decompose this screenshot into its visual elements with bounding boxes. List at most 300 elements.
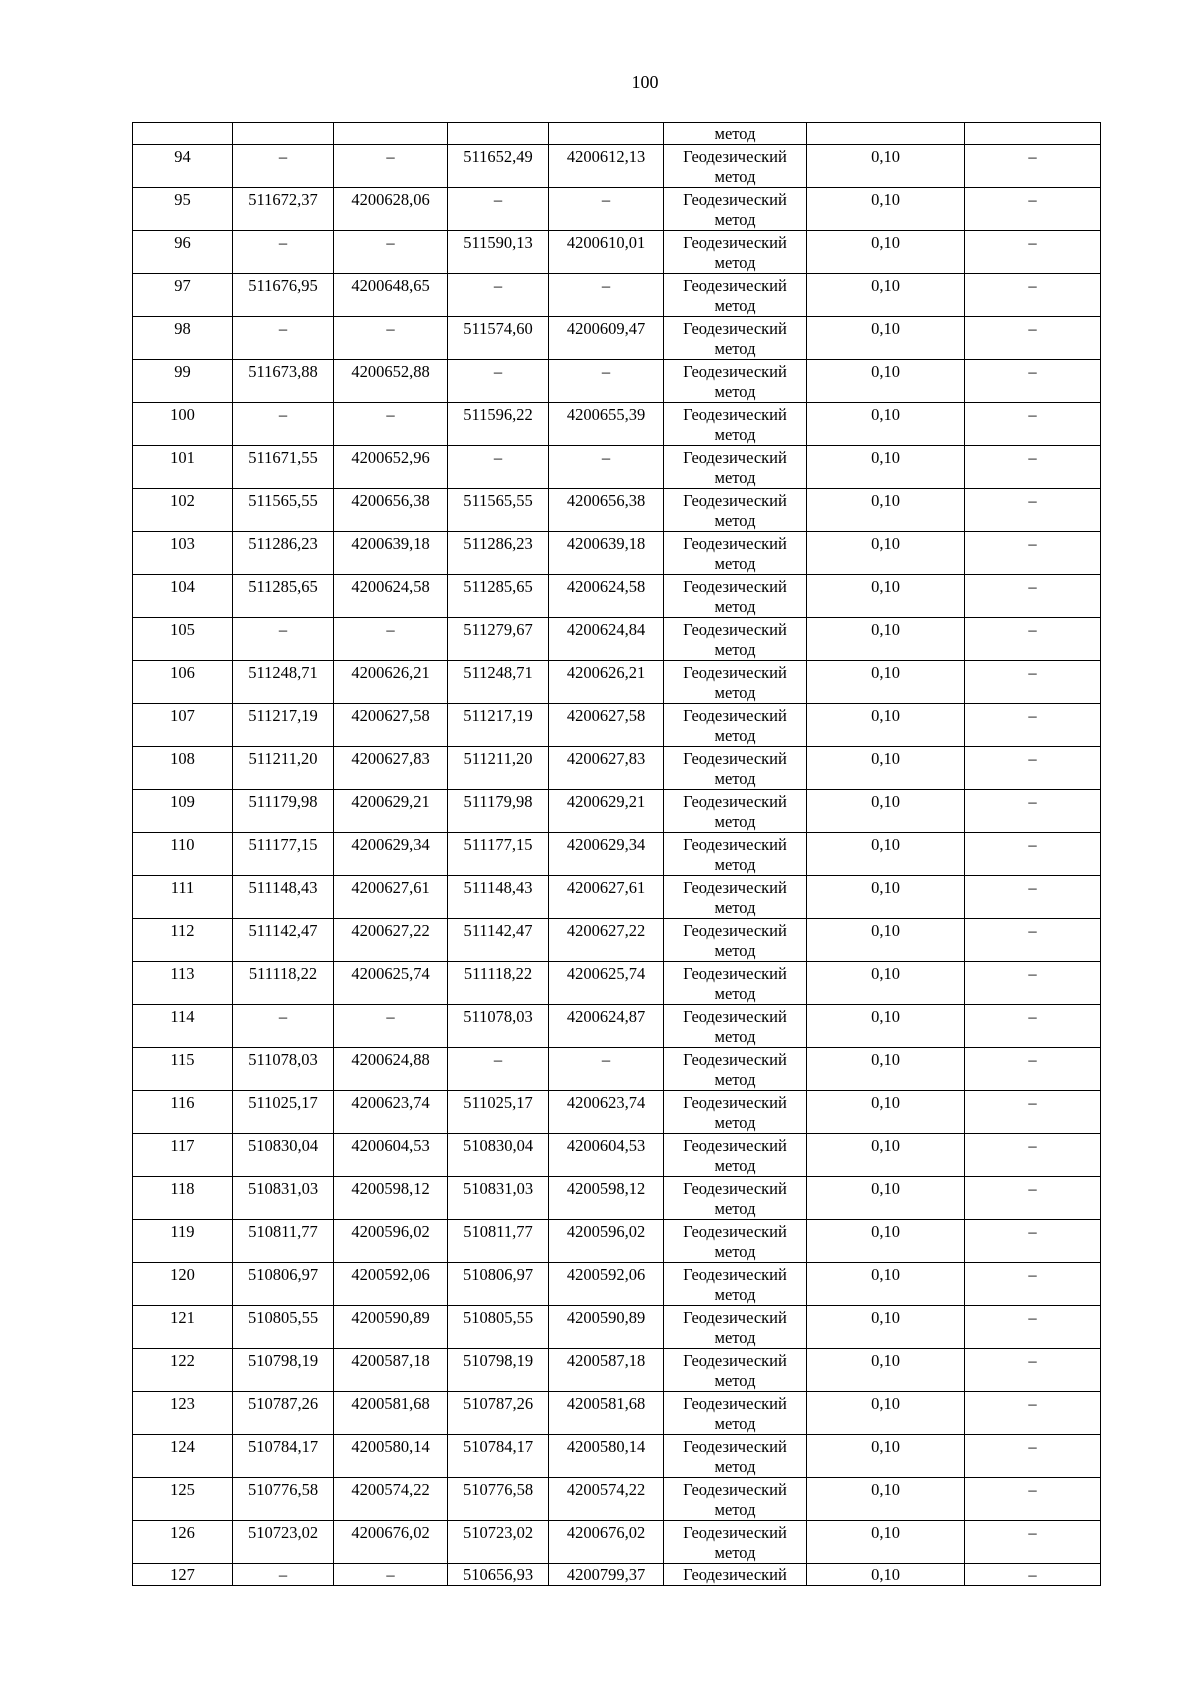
method-cell (664, 575, 807, 618)
method-cell (664, 1220, 807, 1263)
method-text: метод (714, 554, 756, 573)
y-existing-cell: 4200629,34 (334, 833, 448, 876)
table-cell (233, 123, 334, 145)
y-existing-cell: 4200652,88 (334, 360, 448, 403)
method-text: Геодезический (683, 663, 787, 682)
method-cell (664, 919, 807, 962)
table-cell (549, 123, 664, 145)
note-cell: – (965, 1048, 1101, 1091)
y-existing-cell: 4200604,53 (334, 1134, 448, 1177)
point-number-cell: 113 (133, 962, 233, 1005)
accuracy-cell: 0,10 (807, 790, 965, 833)
x-refined-cell: – (448, 1048, 549, 1091)
method-text: Геодезический (683, 577, 787, 596)
method-text: метод (714, 425, 756, 444)
method-text: Геодезический (683, 1308, 787, 1327)
y-existing-cell: 4200592,06 (334, 1263, 448, 1306)
method-text: метод (714, 855, 756, 874)
table-row (133, 317, 1101, 360)
note-cell: – (965, 833, 1101, 876)
x-refined-cell: 511148,43 (448, 876, 549, 919)
y-refined-cell: 4200580,14 (549, 1435, 664, 1478)
table-cell: 0,10 (807, 1564, 965, 1586)
method-text: Геодезический (683, 1179, 787, 1198)
method-text: Геодезический (683, 1136, 787, 1155)
accuracy-cell: 0,10 (807, 1392, 965, 1435)
point-number-cell: 122 (133, 1349, 233, 1392)
note-cell: – (965, 1392, 1101, 1435)
point-number-cell: 106 (133, 661, 233, 704)
note-cell: – (965, 231, 1101, 274)
table-cell: Геодезический (664, 1564, 807, 1586)
accuracy-cell: 0,10 (807, 704, 965, 747)
method-cell (664, 1048, 807, 1091)
method-text: метод (714, 253, 756, 272)
method-text: Геодезический (683, 1437, 787, 1456)
accuracy-cell: 0,10 (807, 317, 965, 360)
method-text: метод (714, 511, 756, 530)
method-text: Геодезический (683, 491, 787, 510)
note-cell: – (965, 704, 1101, 747)
y-refined-cell: 4200609,47 (549, 317, 664, 360)
method-text: метод (714, 1242, 756, 1261)
y-existing-cell: – (334, 618, 448, 661)
x-refined-cell: 510831,03 (448, 1177, 549, 1220)
table-row (133, 231, 1101, 274)
method-cell (664, 1306, 807, 1349)
method-cell (664, 489, 807, 532)
y-refined-cell: 4200612,13 (549, 145, 664, 188)
y-existing-cell: 4200652,96 (334, 446, 448, 489)
method-text: Геодезический (683, 276, 787, 295)
method-cell (664, 231, 807, 274)
note-cell: – (965, 403, 1101, 446)
point-number-cell: 104 (133, 575, 233, 618)
y-refined-cell: – (549, 274, 664, 317)
x-existing-cell: 510830,04 (233, 1134, 334, 1177)
point-number-cell: 124 (133, 1435, 233, 1478)
coordinates-table (132, 122, 1101, 1586)
method-cell (664, 1349, 807, 1392)
x-existing-cell: 511078,03 (233, 1048, 334, 1091)
method-text: Геодезический (683, 448, 787, 467)
method-cell (664, 274, 807, 317)
accuracy-cell: 0,10 (807, 360, 965, 403)
x-existing-cell: 510784,17 (233, 1435, 334, 1478)
table-row (133, 1220, 1101, 1263)
point-number-cell: 119 (133, 1220, 233, 1263)
point-number-cell: 96 (133, 231, 233, 274)
method-text: Геодезический (683, 319, 787, 338)
method-cell (664, 1134, 807, 1177)
point-number-cell: 100 (133, 403, 233, 446)
x-refined-cell: 510806,97 (448, 1263, 549, 1306)
table-row (133, 403, 1101, 446)
x-existing-cell: 511211,20 (233, 747, 334, 790)
x-refined-cell: 511565,55 (448, 489, 549, 532)
method-text: метод (714, 1285, 756, 1304)
method-cell (664, 1263, 807, 1306)
table-cell (133, 123, 233, 145)
table-row (133, 145, 1101, 188)
point-number-cell: 99 (133, 360, 233, 403)
method-cell (664, 1435, 807, 1478)
x-existing-cell: 510798,19 (233, 1349, 334, 1392)
accuracy-cell: 0,10 (807, 618, 965, 661)
x-existing-cell: 511285,65 (233, 575, 334, 618)
table-row (133, 1177, 1101, 1220)
method-text: Геодезический (683, 620, 787, 639)
method-text: метод (714, 1457, 756, 1476)
y-refined-cell: 4200592,06 (549, 1263, 664, 1306)
y-refined-cell: 4200629,34 (549, 833, 664, 876)
table-row (133, 360, 1101, 403)
point-number-cell: 97 (133, 274, 233, 317)
method-text: Геодезический (683, 749, 787, 768)
method-text: Геодезический (683, 1351, 787, 1370)
point-number-cell: 117 (133, 1134, 233, 1177)
method-text: метод (714, 1113, 756, 1132)
y-existing-cell: 4200581,68 (334, 1392, 448, 1435)
x-refined-cell: 510830,04 (448, 1134, 549, 1177)
x-existing-cell: 511676,95 (233, 274, 334, 317)
method-text: метод (714, 640, 756, 659)
y-existing-cell: 4200626,21 (334, 661, 448, 704)
table-row (133, 1392, 1101, 1435)
x-existing-cell: – (233, 403, 334, 446)
point-number-cell: 111 (133, 876, 233, 919)
method-cell (664, 1005, 807, 1048)
y-existing-cell: 4200627,22 (334, 919, 448, 962)
y-refined-cell: 4200656,38 (549, 489, 664, 532)
table-row (133, 833, 1101, 876)
x-existing-cell: 511672,37 (233, 188, 334, 231)
note-cell: – (965, 274, 1101, 317)
method-cell (664, 1521, 807, 1564)
y-existing-cell: 4200627,83 (334, 747, 448, 790)
note-cell: – (965, 962, 1101, 1005)
accuracy-cell: 0,10 (807, 661, 965, 704)
y-refined-cell: – (549, 360, 664, 403)
note-cell: – (965, 1306, 1101, 1349)
y-refined-cell: – (549, 1048, 664, 1091)
method-text: Геодезический (683, 1480, 787, 1499)
x-refined-cell: – (448, 274, 549, 317)
note-cell: – (965, 747, 1101, 790)
y-existing-cell: – (334, 1005, 448, 1048)
table-row (133, 446, 1101, 489)
method-cell (664, 532, 807, 575)
y-refined-cell: 4200627,22 (549, 919, 664, 962)
accuracy-cell: 0,10 (807, 1048, 965, 1091)
method-cell (664, 317, 807, 360)
method-text: Геодезический (683, 792, 787, 811)
method-text: Геодезический (683, 534, 787, 553)
method-cell (664, 618, 807, 661)
method-text: метод (714, 1414, 756, 1433)
x-refined-cell: 511286,23 (448, 532, 549, 575)
x-existing-cell: 510831,03 (233, 1177, 334, 1220)
point-number-cell: 105 (133, 618, 233, 661)
y-existing-cell: 4200627,58 (334, 704, 448, 747)
table-row (133, 532, 1101, 575)
note-cell: – (965, 618, 1101, 661)
method-text: Геодезический (683, 1093, 787, 1112)
method-cell (664, 446, 807, 489)
method-text: метод (714, 984, 756, 1003)
method-cell (664, 145, 807, 188)
method-text: метод (714, 683, 756, 702)
method-text: метод (714, 812, 756, 831)
y-existing-cell: 4200676,02 (334, 1521, 448, 1564)
method-text: метод (714, 1070, 756, 1089)
table-row (133, 1306, 1101, 1349)
note-cell: – (965, 575, 1101, 618)
accuracy-cell: 0,10 (807, 1005, 965, 1048)
note-cell: – (965, 532, 1101, 575)
y-refined-cell: 4200626,21 (549, 661, 664, 704)
x-existing-cell: 511118,22 (233, 962, 334, 1005)
x-existing-cell: 510723,02 (233, 1521, 334, 1564)
x-existing-cell: 511248,71 (233, 661, 334, 704)
method-text: Геодезический (683, 147, 787, 166)
table-cell: 4200799,37 (549, 1564, 664, 1586)
method-cell (664, 790, 807, 833)
x-refined-cell: 511248,71 (448, 661, 549, 704)
y-refined-cell: – (549, 188, 664, 231)
table-row (133, 1521, 1101, 1564)
note-cell: – (965, 1091, 1101, 1134)
note-cell: – (965, 919, 1101, 962)
table-row (133, 188, 1101, 231)
accuracy-cell: 0,10 (807, 962, 965, 1005)
accuracy-cell: 0,10 (807, 1177, 965, 1220)
x-existing-cell: 511673,88 (233, 360, 334, 403)
method-text: метод (714, 382, 756, 401)
x-refined-cell: 511078,03 (448, 1005, 549, 1048)
table-row (133, 1048, 1101, 1091)
y-existing-cell: 4200628,06 (334, 188, 448, 231)
y-refined-cell: 4200655,39 (549, 403, 664, 446)
method-cell (664, 1177, 807, 1220)
table-row (133, 1091, 1101, 1134)
table-cell (807, 123, 965, 145)
accuracy-cell: 0,10 (807, 403, 965, 446)
method-cell (664, 1478, 807, 1521)
x-refined-cell: 511596,22 (448, 403, 549, 446)
accuracy-cell: 0,10 (807, 274, 965, 317)
accuracy-cell: 0,10 (807, 532, 965, 575)
table-cell: – (233, 1564, 334, 1586)
method-text: Геодезический (683, 362, 787, 381)
accuracy-cell: 0,10 (807, 1478, 965, 1521)
accuracy-cell: 0,10 (807, 188, 965, 231)
note-cell: – (965, 360, 1101, 403)
accuracy-cell: 0,10 (807, 1263, 965, 1306)
x-refined-cell: 511279,67 (448, 618, 549, 661)
x-refined-cell: 511179,98 (448, 790, 549, 833)
x-existing-cell: 510811,77 (233, 1220, 334, 1263)
y-existing-cell: 4200587,18 (334, 1349, 448, 1392)
y-existing-cell: – (334, 145, 448, 188)
note-cell: – (965, 876, 1101, 919)
accuracy-cell: 0,10 (807, 575, 965, 618)
accuracy-cell: 0,10 (807, 1134, 965, 1177)
accuracy-cell: 0,10 (807, 1091, 965, 1134)
x-existing-cell: – (233, 145, 334, 188)
x-refined-cell: 511652,49 (448, 145, 549, 188)
x-existing-cell: 511142,47 (233, 919, 334, 962)
method-cell (664, 747, 807, 790)
y-refined-cell: 4200627,61 (549, 876, 664, 919)
method-text: Геодезический (683, 878, 787, 897)
y-existing-cell: 4200596,02 (334, 1220, 448, 1263)
table-cell: 127 (133, 1564, 233, 1586)
note-cell: – (965, 1005, 1101, 1048)
point-number-cell: 116 (133, 1091, 233, 1134)
table-row (133, 618, 1101, 661)
table-row (133, 919, 1101, 962)
table-row (133, 1564, 1101, 1586)
point-number-cell: 121 (133, 1306, 233, 1349)
point-number-cell: 114 (133, 1005, 233, 1048)
method-text: Геодезический (683, 1523, 787, 1542)
method-text: Геодезический (683, 1394, 787, 1413)
y-refined-cell: 4200610,01 (549, 231, 664, 274)
accuracy-cell: 0,10 (807, 876, 965, 919)
method-cell (664, 1091, 807, 1134)
table-row (133, 704, 1101, 747)
note-cell: – (965, 317, 1101, 360)
table-row (133, 274, 1101, 317)
y-existing-cell: 4200574,22 (334, 1478, 448, 1521)
note-cell: – (965, 188, 1101, 231)
note-cell: – (965, 1177, 1101, 1220)
accuracy-cell: 0,10 (807, 747, 965, 790)
table-cell (334, 123, 448, 145)
x-refined-cell: 511025,17 (448, 1091, 549, 1134)
method-cell (664, 876, 807, 919)
method-text: Геодезический (683, 1007, 787, 1026)
y-refined-cell: – (549, 446, 664, 489)
x-existing-cell: – (233, 1005, 334, 1048)
table-cell: – (334, 1564, 448, 1586)
table-cell (965, 123, 1101, 145)
table-row (133, 876, 1101, 919)
method-text: Геодезический (683, 1050, 787, 1069)
method-text: метод (714, 210, 756, 229)
accuracy-cell: 0,10 (807, 1435, 965, 1478)
x-refined-cell: 511285,65 (448, 575, 549, 618)
note-cell: – (965, 145, 1101, 188)
table-cell: – (965, 1564, 1101, 1586)
y-existing-cell: 4200623,74 (334, 1091, 448, 1134)
x-existing-cell: 511148,43 (233, 876, 334, 919)
y-existing-cell: – (334, 317, 448, 360)
y-refined-cell: 4200625,74 (549, 962, 664, 1005)
x-refined-cell: 510811,77 (448, 1220, 549, 1263)
note-cell: – (965, 1349, 1101, 1392)
point-number-cell: 103 (133, 532, 233, 575)
y-refined-cell: 4200629,21 (549, 790, 664, 833)
x-refined-cell: 511177,15 (448, 833, 549, 876)
point-number-cell: 115 (133, 1048, 233, 1091)
x-existing-cell: 510805,55 (233, 1306, 334, 1349)
table-cell: 510656,93 (448, 1564, 549, 1586)
accuracy-cell: 0,10 (807, 231, 965, 274)
method-text: метод (714, 296, 756, 315)
point-number-cell: 102 (133, 489, 233, 532)
note-cell: – (965, 1220, 1101, 1263)
x-existing-cell: 511025,17 (233, 1091, 334, 1134)
note-cell: – (965, 1435, 1101, 1478)
x-refined-cell: 510787,26 (448, 1392, 549, 1435)
method-text: Геодезический (683, 706, 787, 725)
page-number: 100 (631, 72, 659, 92)
table-row (133, 790, 1101, 833)
accuracy-cell: 0,10 (807, 1220, 965, 1263)
x-existing-cell: 511179,98 (233, 790, 334, 833)
method-cell (664, 833, 807, 876)
method-text: Геодезический (683, 1265, 787, 1284)
y-refined-cell: 4200639,18 (549, 532, 664, 575)
y-refined-cell: 4200596,02 (549, 1220, 664, 1263)
point-number-cell: 107 (133, 704, 233, 747)
table-row (133, 661, 1101, 704)
y-refined-cell: 4200676,02 (549, 1521, 664, 1564)
method-text: Геодезический (683, 1222, 787, 1241)
x-refined-cell: 511217,19 (448, 704, 549, 747)
y-refined-cell: 4200590,89 (549, 1306, 664, 1349)
x-refined-cell: – (448, 188, 549, 231)
y-existing-cell: 4200648,65 (334, 274, 448, 317)
note-cell: – (965, 1134, 1101, 1177)
y-refined-cell: 4200624,58 (549, 575, 664, 618)
y-existing-cell: 4200624,88 (334, 1048, 448, 1091)
table-row (133, 1005, 1101, 1048)
y-refined-cell: 4200624,84 (549, 618, 664, 661)
y-refined-cell: 4200624,87 (549, 1005, 664, 1048)
point-number-cell: 120 (133, 1263, 233, 1306)
y-refined-cell: 4200581,68 (549, 1392, 664, 1435)
note-cell: – (965, 790, 1101, 833)
y-refined-cell: 4200604,53 (549, 1134, 664, 1177)
table-row (133, 1435, 1101, 1478)
accuracy-cell: 0,10 (807, 446, 965, 489)
x-existing-cell: 510776,58 (233, 1478, 334, 1521)
point-number-cell: 118 (133, 1177, 233, 1220)
method-cell (664, 188, 807, 231)
table-cell (448, 123, 549, 145)
point-number-cell: 108 (133, 747, 233, 790)
method-text: метод (714, 941, 756, 960)
point-number-cell: 123 (133, 1392, 233, 1435)
table-row (133, 1263, 1101, 1306)
note-cell: – (965, 1478, 1101, 1521)
x-refined-cell: 511574,60 (448, 317, 549, 360)
point-number-cell: 126 (133, 1521, 233, 1564)
x-refined-cell: 510723,02 (448, 1521, 549, 1564)
accuracy-cell: 0,10 (807, 1521, 965, 1564)
point-number-cell: 98 (133, 317, 233, 360)
y-existing-cell: 4200656,38 (334, 489, 448, 532)
method-text: метод (714, 597, 756, 616)
y-existing-cell: – (334, 403, 448, 446)
x-existing-cell: 511565,55 (233, 489, 334, 532)
method-text: Геодезический (683, 233, 787, 252)
method-text: метод (714, 1543, 756, 1562)
method-cell (664, 704, 807, 747)
